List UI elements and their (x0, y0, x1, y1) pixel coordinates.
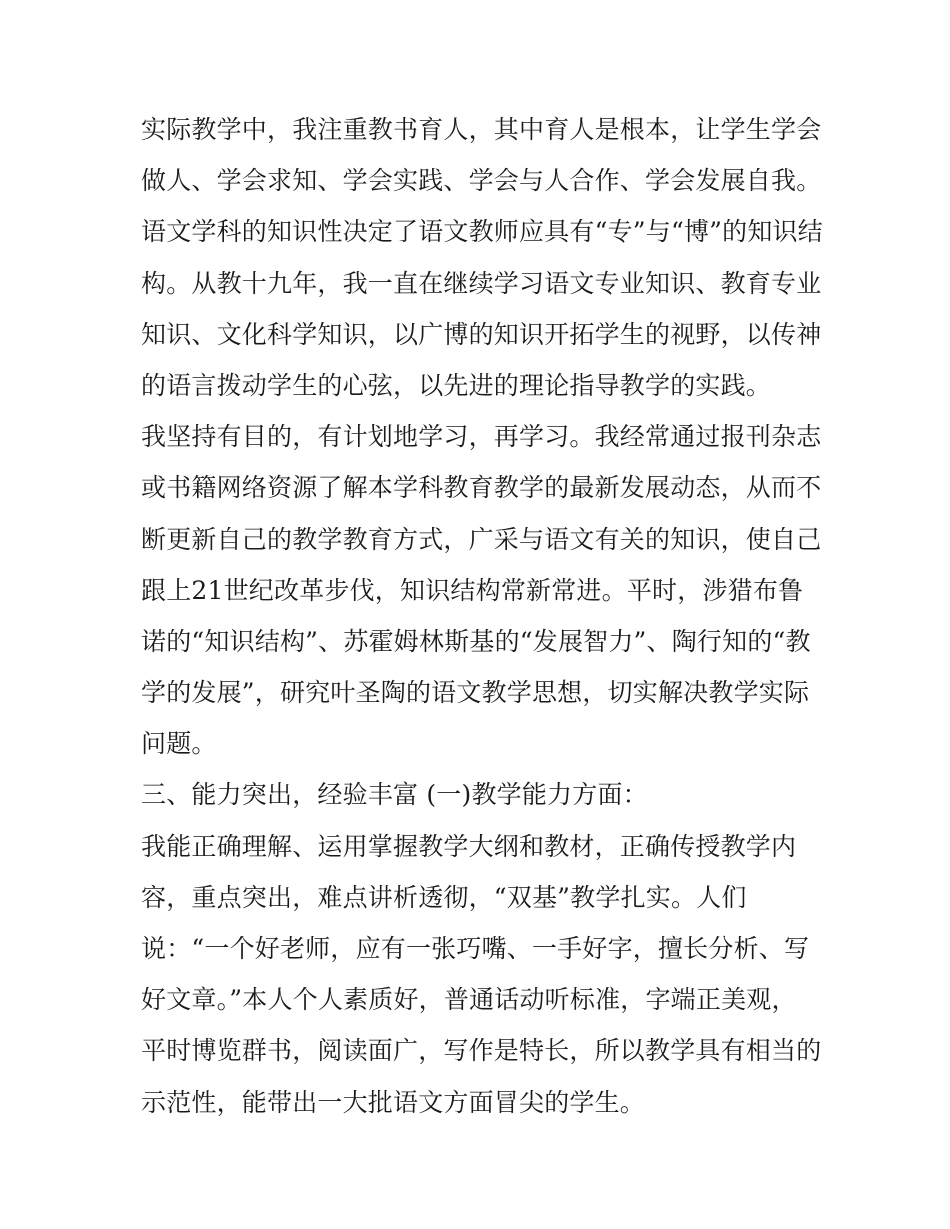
text-line: 语文学科的知识性决定了语文教师应具有“专”与“博”的知识结 (141, 217, 823, 247)
section-heading: 三、能力突出，经验丰富 (一)教学能力方面： (141, 780, 648, 810)
text-line: 或书籍网络资源了解本学科教育教学的最新发展动态，从而不 (141, 473, 822, 503)
text-line: 说：“一个好老师，应有一张巧嘴、一手好字，擅长分析、写 (141, 934, 810, 963)
text-line: 断更新自己的教学教育方式，广采与语文有关的知识，使自己 (141, 524, 822, 554)
text-line: 诺的“知识结构”、苏霍姆林斯基的“发展智力”、陶行知的“教 (141, 626, 811, 656)
text-line: 我能正确理解、运用掌握教学大纲和教材，正确传授教学内 (141, 831, 797, 861)
text-line: 学的发展”，研究叶圣陶的语文教学思想，切实解决教学实际 (141, 678, 810, 708)
text-line: 做人、学会求知、学会实践、学会与人合作、学会发展自我。 (141, 166, 822, 196)
text-line: 的语言拨动学生的心弦，以先进的理论指导教学的实践。 (141, 370, 772, 400)
text-line: 实际教学中，我注重教书育人，其中育人是根本，让学生学会 (141, 115, 822, 144)
text-line: 构。从教十九年，我一直在继续学习语文专业知识、教育专业 (141, 268, 822, 298)
text-line: 好文章。”本人个人素质好，普通话动听标准，字端正美观， (141, 985, 797, 1015)
text-line: 问题。 (141, 729, 217, 759)
text-line: 示范性，能带出一大批语文方面冒尖的学生。 (141, 1087, 646, 1117)
text-line: 知识、文化科学知识，以广博的知识开拓学生的视野，以传神 (141, 319, 822, 349)
body-text (141, 104, 821, 1128)
text-line: 平时博览群书，阅读面广，写作是特长，所以教学具有相当的 (141, 1036, 822, 1066)
text-line: 跟上21世纪改革步伐，知识结构常新常进。平时，涉猎布鲁 (141, 575, 804, 605)
text-line: 容，重点突出，难点讲析透彻，“双基”教学扎实。人们 (141, 882, 747, 912)
text-line: 我坚持有目的，有计划地学习，再学习。我经常通过报刊杂志 (141, 422, 822, 452)
